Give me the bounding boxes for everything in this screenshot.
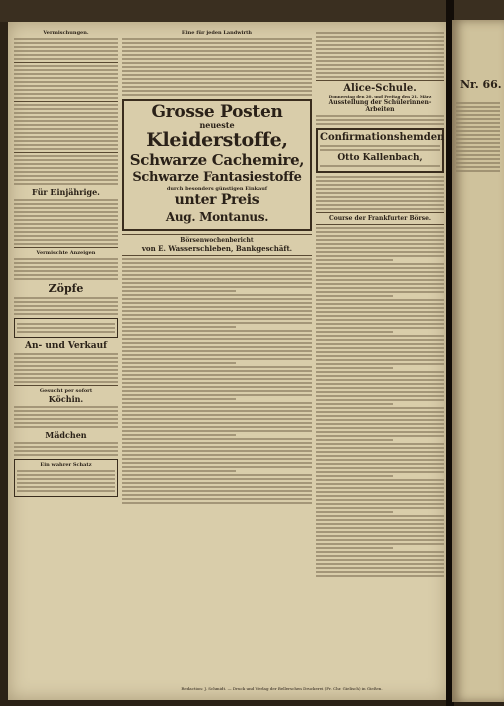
book-top-edge: [0, 0, 504, 22]
print-line: [316, 379, 444, 381]
print-line: [316, 231, 444, 233]
print-line: [122, 434, 236, 436]
print-line: [122, 310, 312, 312]
ad-price: unter Preis: [174, 192, 260, 208]
print-line: [122, 282, 312, 284]
print-line: [316, 303, 444, 305]
conf-merchant: Otto Kallenbach,: [337, 153, 423, 163]
print-line: [316, 299, 444, 301]
print-line: [122, 278, 312, 280]
print-line: [316, 411, 444, 413]
print-line: [316, 351, 444, 353]
print-line: [316, 279, 444, 281]
print-line: [122, 398, 236, 400]
section-heading: Köchin.: [48, 394, 84, 404]
print-line: [316, 491, 444, 493]
print-line: [316, 331, 393, 333]
print-line: [122, 442, 312, 444]
print-line: [122, 454, 312, 456]
print-line: [316, 339, 444, 341]
print-line: [316, 439, 393, 441]
print-line: [122, 354, 312, 356]
next-page-edge: [452, 20, 504, 702]
print-line: [316, 483, 444, 485]
print-line: [316, 315, 444, 317]
print-line: [316, 479, 444, 481]
print-line: [122, 298, 312, 300]
print-line: [316, 259, 393, 261]
print-line: [316, 311, 444, 313]
print-line: [122, 270, 312, 272]
print-line: [316, 295, 393, 297]
section-heading: Vermischungen.: [43, 30, 89, 36]
print-line: [122, 490, 312, 492]
print-line: [316, 355, 444, 357]
print-line: [316, 375, 444, 377]
ad-merchant: Aug. Montanus.: [165, 210, 269, 224]
print-line: [316, 403, 393, 405]
print-line: [122, 482, 312, 484]
print-line: [122, 330, 312, 332]
newspaper-page: [8, 22, 448, 700]
print-line: [122, 378, 312, 380]
section-heading: An- und Verkauf: [24, 341, 107, 351]
print-line: [122, 286, 312, 288]
print-line: [122, 402, 312, 404]
print-line: [122, 346, 312, 348]
column-heading: Eine für jeden Landwirth: [181, 30, 253, 36]
print-line: [316, 523, 444, 525]
print-line: [122, 382, 312, 384]
ad-box: [14, 459, 118, 497]
conf-title: Confirmationshemden: [320, 132, 445, 143]
print-line: [316, 347, 444, 349]
print-line: [316, 371, 444, 373]
article-body: [122, 258, 312, 504]
print-line: [122, 322, 312, 324]
print-line: [316, 451, 444, 453]
print-line: [122, 422, 312, 424]
middle-column: [122, 30, 312, 506]
print-line: [316, 487, 444, 489]
print-line: [316, 527, 444, 529]
print-line: [316, 391, 444, 393]
print-line: [316, 335, 444, 337]
section-heading: Zöpfe: [48, 282, 84, 295]
ad-item: Schwarze Fantasiestoffe: [132, 170, 302, 185]
confirmation-ad: [316, 128, 444, 173]
print-line: [316, 363, 444, 365]
print-line: [316, 251, 444, 253]
print-line: [122, 470, 236, 472]
print-line: [122, 338, 312, 340]
print-line: [316, 307, 444, 309]
print-line: [316, 247, 444, 249]
print-line: [122, 294, 312, 296]
print-line: [316, 463, 444, 465]
section-heading: Für Einjährige.: [32, 187, 100, 197]
print-line: [122, 326, 236, 328]
print-line: [316, 467, 444, 469]
print-line: [122, 366, 312, 368]
print-line: [316, 535, 444, 537]
print-line: [316, 503, 444, 505]
print-line: [316, 323, 444, 325]
print-line: [316, 267, 444, 269]
print-line: [316, 475, 393, 477]
school-date: Donnerstag den 20. und Freitag den 21. März: [328, 94, 432, 99]
print-line: [122, 406, 312, 408]
right-column: [316, 30, 444, 579]
section-heading: Mädchen: [45, 430, 87, 440]
print-line: [122, 266, 312, 268]
print-line: [316, 559, 444, 561]
print-line: [122, 394, 312, 396]
print-line: [316, 511, 393, 513]
print-line: [316, 571, 444, 573]
print-line: [316, 263, 444, 265]
print-line: [122, 466, 312, 468]
print-line: [316, 255, 444, 257]
print-line: [316, 515, 444, 517]
print-line: [316, 531, 444, 533]
print-line: [122, 458, 312, 460]
print-line: [316, 283, 444, 285]
print-line: [122, 478, 312, 480]
section-heading: Ein wahrer Schatz: [40, 462, 92, 468]
issue-number: Nr. 66.: [460, 78, 502, 91]
exhibit-title: Ausstellung der Schülerinnen-Arbeiten: [328, 99, 432, 113]
print-line: [316, 383, 444, 385]
left-column: [14, 30, 118, 500]
print-line: [122, 438, 312, 440]
print-line: [122, 314, 312, 316]
print-line: [122, 486, 312, 488]
print-line: [122, 418, 312, 420]
print-line: [122, 494, 312, 496]
print-line: [316, 275, 444, 277]
print-line: [316, 447, 444, 449]
print-line: [316, 471, 444, 473]
print-line: [122, 334, 312, 336]
print-line: [316, 551, 444, 553]
print-line: [316, 359, 444, 361]
boerse-heading: Börsenwochenbericht: [180, 237, 254, 244]
print-line: [122, 302, 312, 304]
print-line: [316, 563, 444, 565]
print-line: [316, 415, 444, 417]
print-line: [122, 362, 236, 364]
print-line: [122, 374, 312, 376]
print-line: [316, 507, 444, 509]
print-line: [316, 343, 444, 345]
print-line: [316, 387, 444, 389]
print-line: [122, 426, 312, 428]
print-line: [122, 262, 312, 264]
print-line: [122, 474, 312, 476]
print-line: [316, 495, 444, 497]
section-heading: Vermischte Anzeigen: [36, 250, 96, 256]
ad-item: Schwarze Cachemire,: [129, 151, 305, 169]
print-line: [316, 431, 444, 433]
print-line: [122, 390, 312, 392]
print-line: [316, 367, 393, 369]
print-line: [316, 539, 444, 541]
ad-note: durch besonders günstigen Einkauf: [166, 186, 268, 192]
print-line: [316, 271, 444, 273]
print-line: [122, 274, 312, 276]
print-line: [122, 462, 312, 464]
print-line: [316, 443, 444, 445]
kurs-table: [316, 227, 444, 577]
ad-subline: neueste: [199, 120, 235, 130]
print-line: [122, 498, 312, 500]
print-line: [122, 414, 312, 416]
print-line: [316, 499, 444, 501]
boerse-subheading: von E. Wasserschleben, Bankgeschäft.: [141, 244, 293, 253]
print-line: [122, 290, 236, 292]
kurse-heading: Course der Frankfurter Börse.: [328, 215, 432, 222]
print-line: [316, 435, 444, 437]
print-line: [316, 235, 444, 237]
print-line: [316, 555, 444, 557]
print-line: [316, 455, 444, 457]
print-line: [122, 258, 312, 260]
print-line: [316, 239, 444, 241]
print-line: [122, 370, 312, 372]
print-line: [122, 502, 312, 504]
section-heading: Gesucht per sofort: [39, 388, 93, 394]
print-line: [316, 419, 444, 421]
imprint: Redaction: J. Schmidt. — Druck und Verlag der Bellerschen Druckerei (Fr. Chr. Gielisch) in Gießen.: [181, 686, 383, 691]
ad-box: [14, 318, 118, 338]
ad-item: Kleiderstoffe,: [146, 129, 288, 151]
print-line: [122, 342, 312, 344]
print-line: [316, 291, 444, 293]
print-line: [316, 319, 444, 321]
print-line: [316, 287, 444, 289]
print-line: [316, 543, 444, 545]
print-line: [316, 547, 393, 549]
print-line: [316, 567, 444, 569]
print-line: [122, 430, 312, 432]
print-line: [316, 227, 444, 229]
print-line: [316, 459, 444, 461]
print-line: [316, 423, 444, 425]
print-line: [122, 358, 312, 360]
print-line: [316, 519, 444, 521]
montanus-ad: [122, 99, 312, 231]
print-line: [122, 450, 312, 452]
print-line: [316, 575, 444, 577]
print-line: [122, 386, 312, 388]
print-line: [122, 410, 312, 412]
print-line: [316, 395, 444, 397]
print-line: [316, 407, 444, 409]
school-title: Alice-Schule.: [343, 83, 417, 94]
print-line: [122, 318, 312, 320]
print-line: [122, 350, 312, 352]
print-line: [316, 327, 444, 329]
print-line: [122, 446, 312, 448]
print-line: [316, 427, 444, 429]
ad-headline: Grosse Posten: [151, 102, 283, 122]
print-line: [316, 399, 444, 401]
print-line: [122, 306, 312, 308]
print-line: [316, 243, 444, 245]
